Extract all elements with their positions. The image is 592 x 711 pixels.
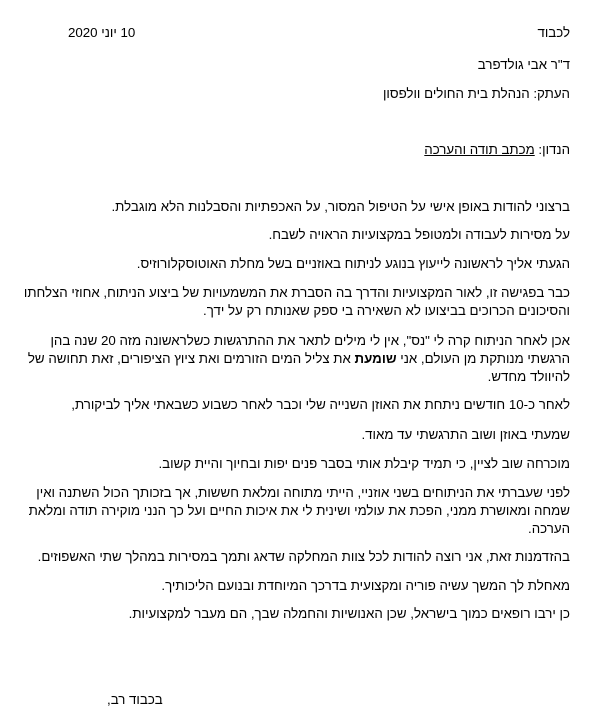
paragraph-5 xyxy=(20,332,570,386)
cc-line: העתק: הנהלת בית החולים וולפסון xyxy=(382,86,570,101)
letter-date: 10 יוני 2020 xyxy=(68,25,136,40)
paragraph-8: מוכרחה שוב לציין, כי תמיד קיבלת אותי בסבר פנים יפות ובחיוך והיית קשוב. xyxy=(158,456,570,471)
to-label: לכבוד xyxy=(537,25,570,40)
paragraph-2: על מסירות לעבודה ולמטופל במקצועיות הראויה לשבח. xyxy=(268,227,570,242)
paragraph-7: שמעתי באוזן ושוב התרגשתי עד מאוד. xyxy=(361,427,570,442)
subject-label: הנדון: xyxy=(538,142,570,157)
recipient-name: ד"ר אבי גולדפרב xyxy=(477,57,570,72)
paragraph-9: לפני שעברתי את הניתוחים בשני אוזניי, הייתי מתוחה ומלאת חששות, אך בזכותך הכול השתנה ואין שמחה ומאושרת ממני, הפכת את עולמי ושינית לי את איכות החיים ועל כך הנני מוקירה תודה ומלאת הערכה. xyxy=(28,485,570,536)
paragraph-5-end: את צליל המים הזורמים ואת ציוץ הציפורים, זאת תחושה של להיוולד מחדש. xyxy=(27,351,570,384)
paragraph-6: לאחר כ-10 חודשים ניתחת את האוזן השנייה שלי וכבר לאחר כשבוע כשבאתי אליך לביקורת, xyxy=(71,397,570,412)
paragraph-5-start: אכן לאחר הניתוח קרה לי "נס", אין לי מילים לתאר את ההתרגשות כשלראשונה מזה 20 שנה בהן הרגשתי מנותקת מן העולם, אני xyxy=(50,333,570,366)
paragraph-4: כבר בפגישה זו, לאור המקצועיות והדרך בה הסברת את המשמעויות של ביצוע הניתוח, אחוזי הצלחתו והסיכונים הכרוכים בביצועו לא השאירה בי ספק שאנותח רק על ידך. xyxy=(23,285,570,318)
signoff: בכבוד רב, xyxy=(107,692,163,707)
paragraph-12: כן ירבו רופאים כמוך בישראל, שכן האנושיות והחמלה שבך, הם מעבר למקצועיות. xyxy=(128,606,570,621)
paragraph-10: בהזדמנות זאת, אני רוצה להודות לכל צוות המחלקה שדאג ותמך במסירות במהלך שתי האשפוזים. xyxy=(37,549,570,564)
paragraph-1: ברצוני להודות באופן אישי על הטיפול המסור, על האכפתיות והסבלנות הלא מוגבלת. xyxy=(111,199,570,214)
paragraph-11: מאחלת לך המשך עשיה פוריה ומקצועית בדרכך המיוחדת ובנועם הליכותיך. xyxy=(161,578,570,593)
paragraph-5-bold-word: שומעת xyxy=(354,351,397,366)
paragraph-3: הגעתי אליך לראשונה לייעוץ בנוגע לניתוח באוזניים בשל מחלת האוטוסקלורוזיס. xyxy=(136,256,570,271)
subject-line xyxy=(424,142,570,158)
subject-text: מכתב תודה והערכה xyxy=(424,142,535,157)
